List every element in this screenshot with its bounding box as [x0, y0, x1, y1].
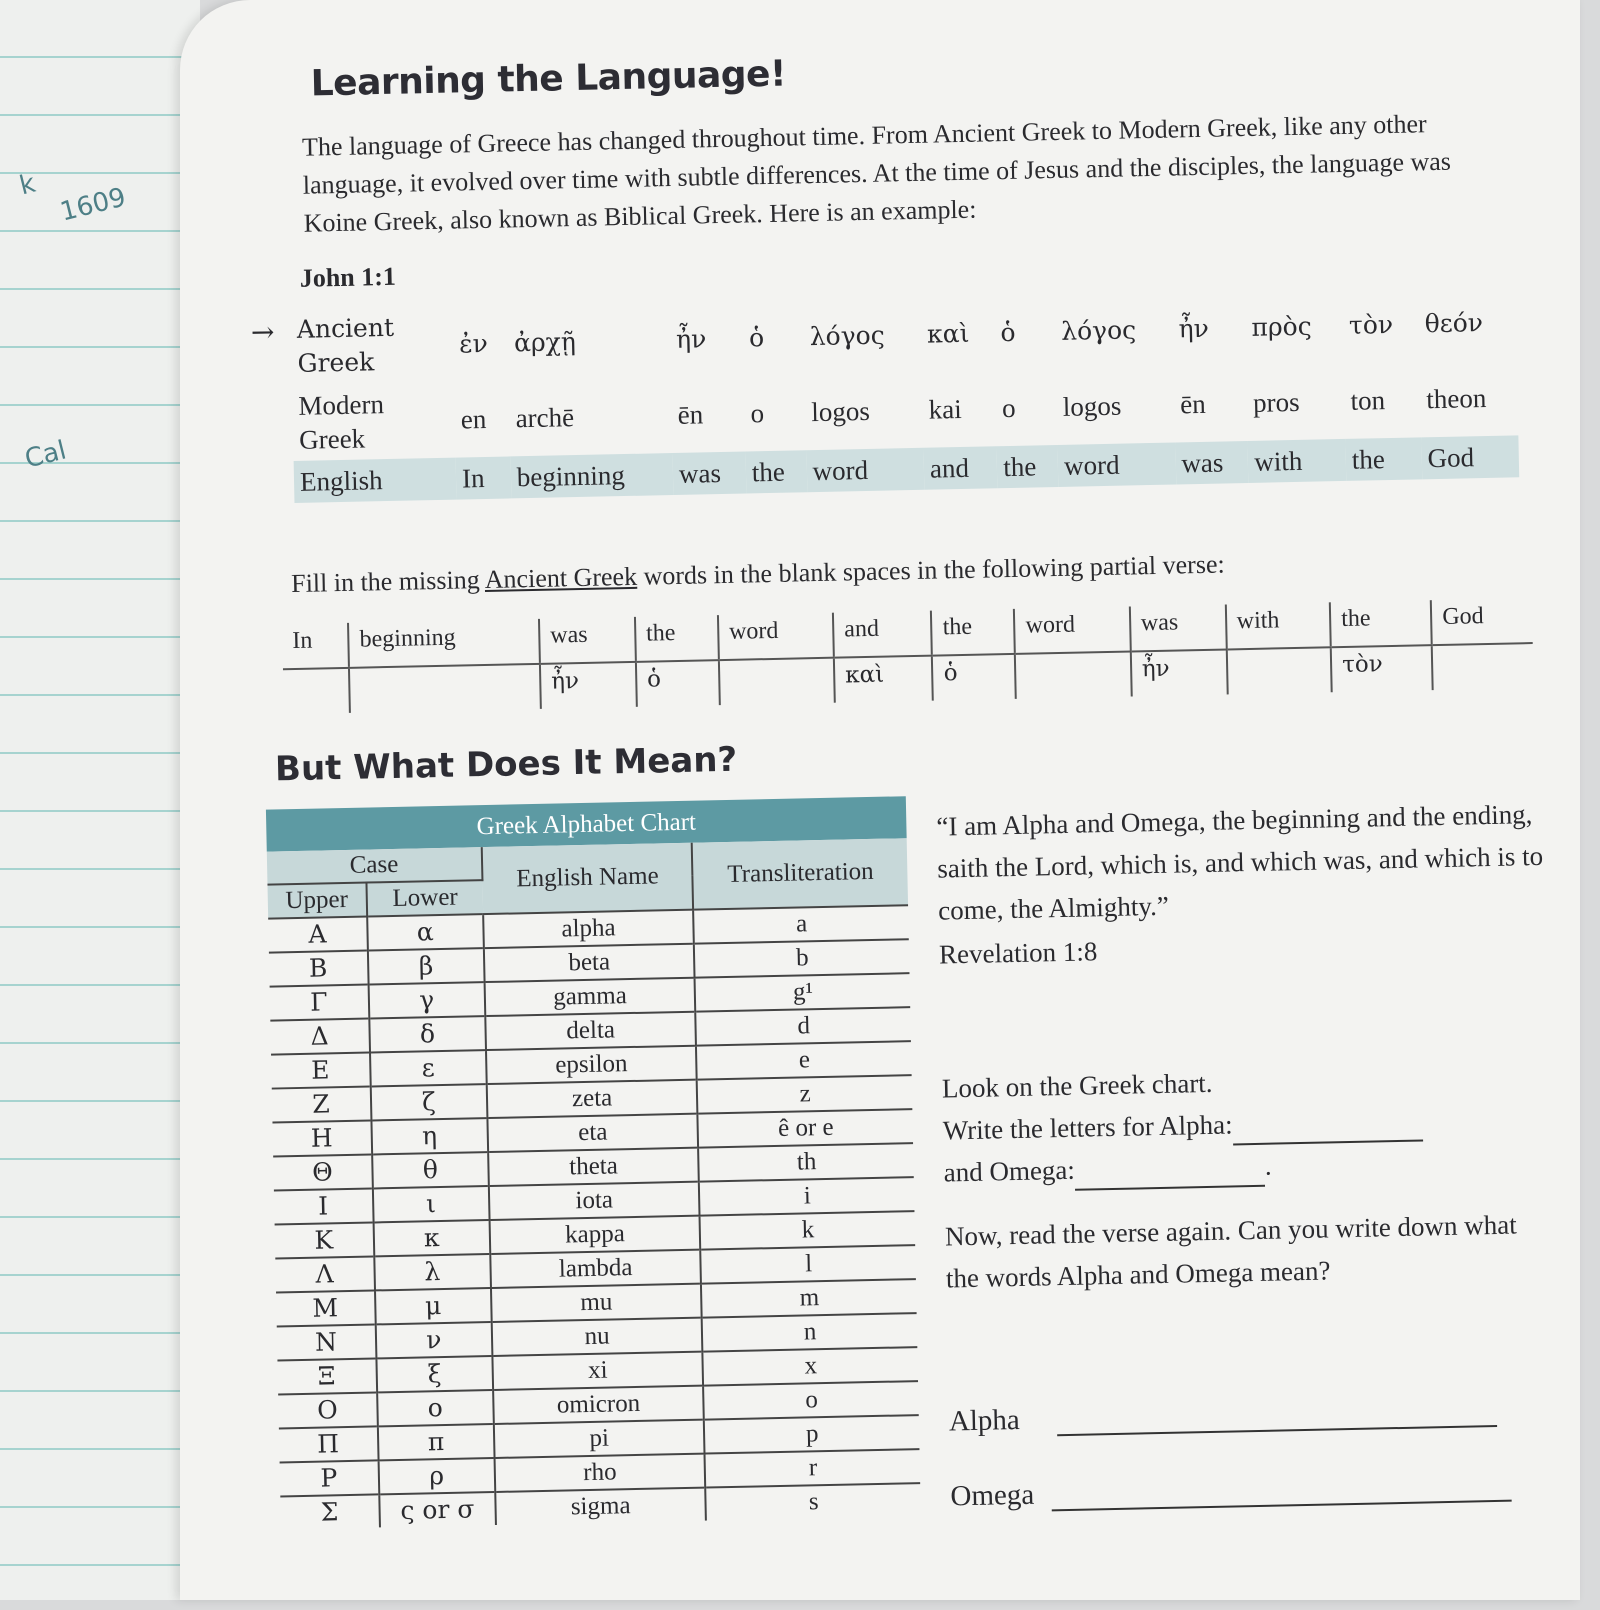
partial-word: was [539, 617, 636, 664]
transliteration: s [706, 1483, 921, 1520]
alpha-letters-prompt: Write the letters for Alpha: [942, 1099, 1423, 1151]
transliteration: th [698, 1143, 913, 1181]
english-name: sigma [495, 1488, 706, 1525]
verse-word: ὁ [748, 322, 765, 352]
intro-paragraph: The language of Greece has changed throughout time. From Ancient Greek to Modern Greek, like any other language, it evolved over time with subtle differences. At the time of Jesus and the disciples, the language was Koine Greek, also known as Biblical Greek. Here is an example: [301, 109, 1452, 238]
row-label: → Ancient Greek [250, 312, 395, 378]
lower-letter: θ [372, 1152, 489, 1188]
case-header: Case [267, 847, 482, 884]
lower-header: Lower [366, 880, 483, 916]
english-name-header: English Name [482, 843, 694, 914]
verse-word: ἐν [458, 328, 489, 358]
upper-letter: Θ [273, 1154, 372, 1190]
fill-instruction: Fill in the missing Ancient Greek words in the blank spaces in the following partial verse: [290, 549, 1225, 599]
verse-word: archē [515, 401, 575, 433]
lower-letter: κ [373, 1220, 490, 1256]
english-name: omicron [493, 1386, 704, 1424]
lower-letter: ρ [378, 1458, 495, 1494]
verse-word: theon [1425, 382, 1487, 414]
transliteration-header: Transliteration [692, 838, 908, 909]
verse-word: the [745, 450, 807, 493]
verse-word: logos [811, 395, 871, 427]
transliteration: x [703, 1347, 918, 1385]
alpha-answer: Alpha [949, 1394, 1498, 1438]
blank-cell[interactable] [1015, 651, 1131, 698]
verse-table [250, 283, 1519, 503]
transliteration: a [693, 905, 908, 943]
verse-word: λόγος [809, 320, 885, 351]
omega-answer: Omega [950, 1469, 1512, 1514]
upper-letter: Β [269, 951, 368, 987]
lower-letter: α [367, 914, 484, 950]
lower-letter: π [378, 1424, 495, 1460]
transliteration: ê or e [698, 1109, 913, 1147]
verse-word: ὁ [1000, 317, 1016, 347]
english-name: pi [494, 1420, 705, 1458]
transliteration: o [703, 1381, 918, 1419]
greek-cell: ὁ [932, 654, 1016, 701]
upper-letter: Ξ [277, 1358, 376, 1394]
english-name: delta [485, 1012, 696, 1050]
greek-cell: ἦν [540, 662, 637, 709]
lower-letter: ν [376, 1322, 493, 1358]
upper-letter: Ι [274, 1188, 373, 1224]
verse-word: ἀρχῇ [513, 326, 577, 357]
lower-letter: ο [377, 1390, 494, 1426]
blank-cell[interactable] [1432, 643, 1534, 690]
lower-letter: ι [373, 1186, 490, 1222]
verse-word: was [1175, 441, 1249, 485]
english-name: epsilon [486, 1046, 697, 1084]
english-name: zeta [487, 1080, 698, 1118]
upper-letter: Γ [270, 985, 369, 1021]
english-name: nu [492, 1318, 703, 1356]
lower-letter: λ [374, 1254, 491, 1290]
english-name: alpha [483, 910, 694, 948]
scribble: Cal [21, 435, 70, 475]
lower-letter: η [371, 1118, 488, 1154]
quote-reference: Revelation 1:8 [938, 936, 1098, 970]
transliteration: p [704, 1415, 919, 1453]
upper-letter: Ζ [272, 1086, 371, 1122]
transliteration: r [705, 1449, 920, 1487]
alpha-letters-blank[interactable] [1232, 1109, 1423, 1145]
partial-word: the [1330, 600, 1432, 647]
lower-letter: μ [375, 1288, 492, 1324]
meaning-question: Now, read the verse again. Can you write down what the words Alpha and Omega mean? [944, 1209, 1518, 1294]
lower-letter: ε [370, 1050, 487, 1086]
english-name: eta [487, 1114, 698, 1152]
partial-word: was [1130, 604, 1227, 651]
verse-word: o [750, 397, 765, 428]
transliteration: z [697, 1075, 912, 1113]
upper-letter: Σ [280, 1494, 379, 1529]
verse-word: was [672, 452, 746, 496]
blank-cell[interactable] [283, 668, 350, 714]
book-page [180, 0, 1580, 1600]
blank-cell[interactable] [349, 664, 541, 713]
partial-word: the [931, 609, 1015, 656]
upper-letter: Π [279, 1426, 378, 1462]
verse-word: pros [1252, 386, 1300, 418]
verse-word: beginning [510, 453, 673, 498]
transliteration: i [699, 1177, 914, 1215]
verse-word: o [1001, 392, 1016, 423]
omega-letters-blank[interactable] [1075, 1155, 1266, 1191]
upper-letter: Ρ [280, 1460, 379, 1496]
greek-cell: ὁ [636, 660, 720, 707]
transliteration: m [701, 1279, 916, 1317]
verse-word: ἦν [675, 323, 707, 354]
verse-word: ton [1350, 384, 1386, 416]
english-name: gamma [484, 978, 695, 1016]
lower-letter: ζ [371, 1084, 488, 1120]
upper-letter: Λ [275, 1256, 374, 1292]
partial-word: word [1014, 606, 1130, 653]
partial-verse-table [282, 598, 1534, 714]
lower-letter: δ [369, 1016, 486, 1052]
transliteration: n [702, 1313, 917, 1351]
meaning-heading: But What Does It Mean? [274, 739, 738, 790]
greek-cell: καὶ [834, 656, 933, 703]
greek-cell: ἦν [1130, 649, 1227, 696]
english-name: iota [489, 1182, 700, 1220]
transliteration: d [696, 1007, 911, 1045]
partial-word: and [833, 611, 932, 658]
english-name: mu [491, 1284, 702, 1322]
section-heading: Learning the Language! [310, 53, 787, 105]
partial-word: God [1431, 598, 1533, 645]
verse-reference: John 1:1 [299, 261, 397, 293]
verse-word: God [1421, 435, 1519, 479]
verse-word: the [1345, 437, 1422, 481]
upper-letter: Ν [277, 1324, 376, 1360]
lower-letter: ς or σ [379, 1492, 496, 1527]
verse-word: word [1058, 443, 1176, 487]
english-name: lambda [490, 1250, 701, 1288]
chart-body [268, 905, 921, 1529]
omega-letters-prompt: and Omega: . [943, 1141, 1424, 1193]
greek-alphabet-chart [266, 796, 921, 1529]
upper-letter: Ε [271, 1053, 370, 1089]
verse-word: en [460, 403, 487, 434]
verse-word: kai [928, 393, 962, 425]
verse-word: word [806, 448, 924, 492]
look-instruction: Look on the Greek chart. [941, 1067, 1213, 1104]
scribble: 1609 [57, 182, 129, 228]
verse-word: ἦν [1178, 313, 1210, 343]
partial-word: the [635, 615, 719, 662]
verse-word: logos [1062, 390, 1122, 422]
lower-letter: ξ [376, 1356, 493, 1392]
letters-exercise [941, 1057, 1423, 1193]
verse-word: καὶ [926, 318, 970, 349]
blank-cell[interactable] [1226, 647, 1331, 694]
upper-letter: Μ [276, 1290, 375, 1326]
verse-word: ēn [1179, 388, 1206, 419]
omega-answer-blank[interactable] [1051, 1470, 1512, 1512]
alpha-answer-blank[interactable] [1057, 1395, 1498, 1436]
partial-word: with [1225, 602, 1330, 649]
upper-letter: Η [272, 1120, 371, 1156]
english-name: kappa [489, 1216, 700, 1254]
partial-word: In [282, 623, 349, 669]
english-name: rho [494, 1454, 705, 1492]
verse-word: πρὸς [1251, 311, 1312, 342]
verse-word: ēn [677, 398, 704, 430]
notebook-background [0, 0, 200, 1600]
upper-letter: Δ [270, 1019, 369, 1055]
right-column [936, 793, 1556, 1513]
verse-word: In [456, 456, 512, 499]
upper-header: Upper [267, 883, 366, 919]
upper-letter: Ο [278, 1392, 377, 1428]
lower-letter: γ [368, 982, 485, 1018]
lower-letter: β [368, 948, 485, 984]
greek-cell: τὸν [1331, 645, 1433, 692]
arrow-icon: → [250, 315, 275, 349]
page-content [240, 23, 1582, 1610]
scribble: k [16, 168, 39, 202]
verse-word: with [1248, 439, 1346, 483]
transliteration: g¹ [695, 973, 910, 1011]
transliteration: l [701, 1245, 916, 1283]
scripture-quote: “I am Alpha and Omega, the beginning and the ending, saith the Lord, which is, and which was, and which is to come, the Almighty.” [936, 799, 1544, 926]
verse-word: and [923, 446, 997, 490]
upper-letter: Α [268, 917, 367, 953]
transliteration: k [700, 1211, 915, 1249]
partial-word: beginning [348, 619, 540, 668]
verse-word: θεόν [1424, 307, 1484, 338]
verse-word: λόγος [1060, 314, 1137, 346]
transliteration: b [694, 939, 909, 977]
transliteration: e [696, 1041, 911, 1079]
english-name: xi [492, 1352, 703, 1390]
row-label: English [294, 458, 457, 503]
upper-letter: Κ [275, 1222, 374, 1258]
english-name: beta [484, 944, 695, 982]
row-label: Modern Greek [298, 389, 385, 455]
chart-title: Greek Alphabet Chart [266, 796, 907, 851]
english-name: theta [488, 1148, 699, 1186]
verse-word: the [997, 445, 1059, 488]
blank-cell[interactable] [719, 658, 835, 705]
verse-word: τὸν [1348, 309, 1394, 340]
partial-word: word [718, 613, 834, 660]
